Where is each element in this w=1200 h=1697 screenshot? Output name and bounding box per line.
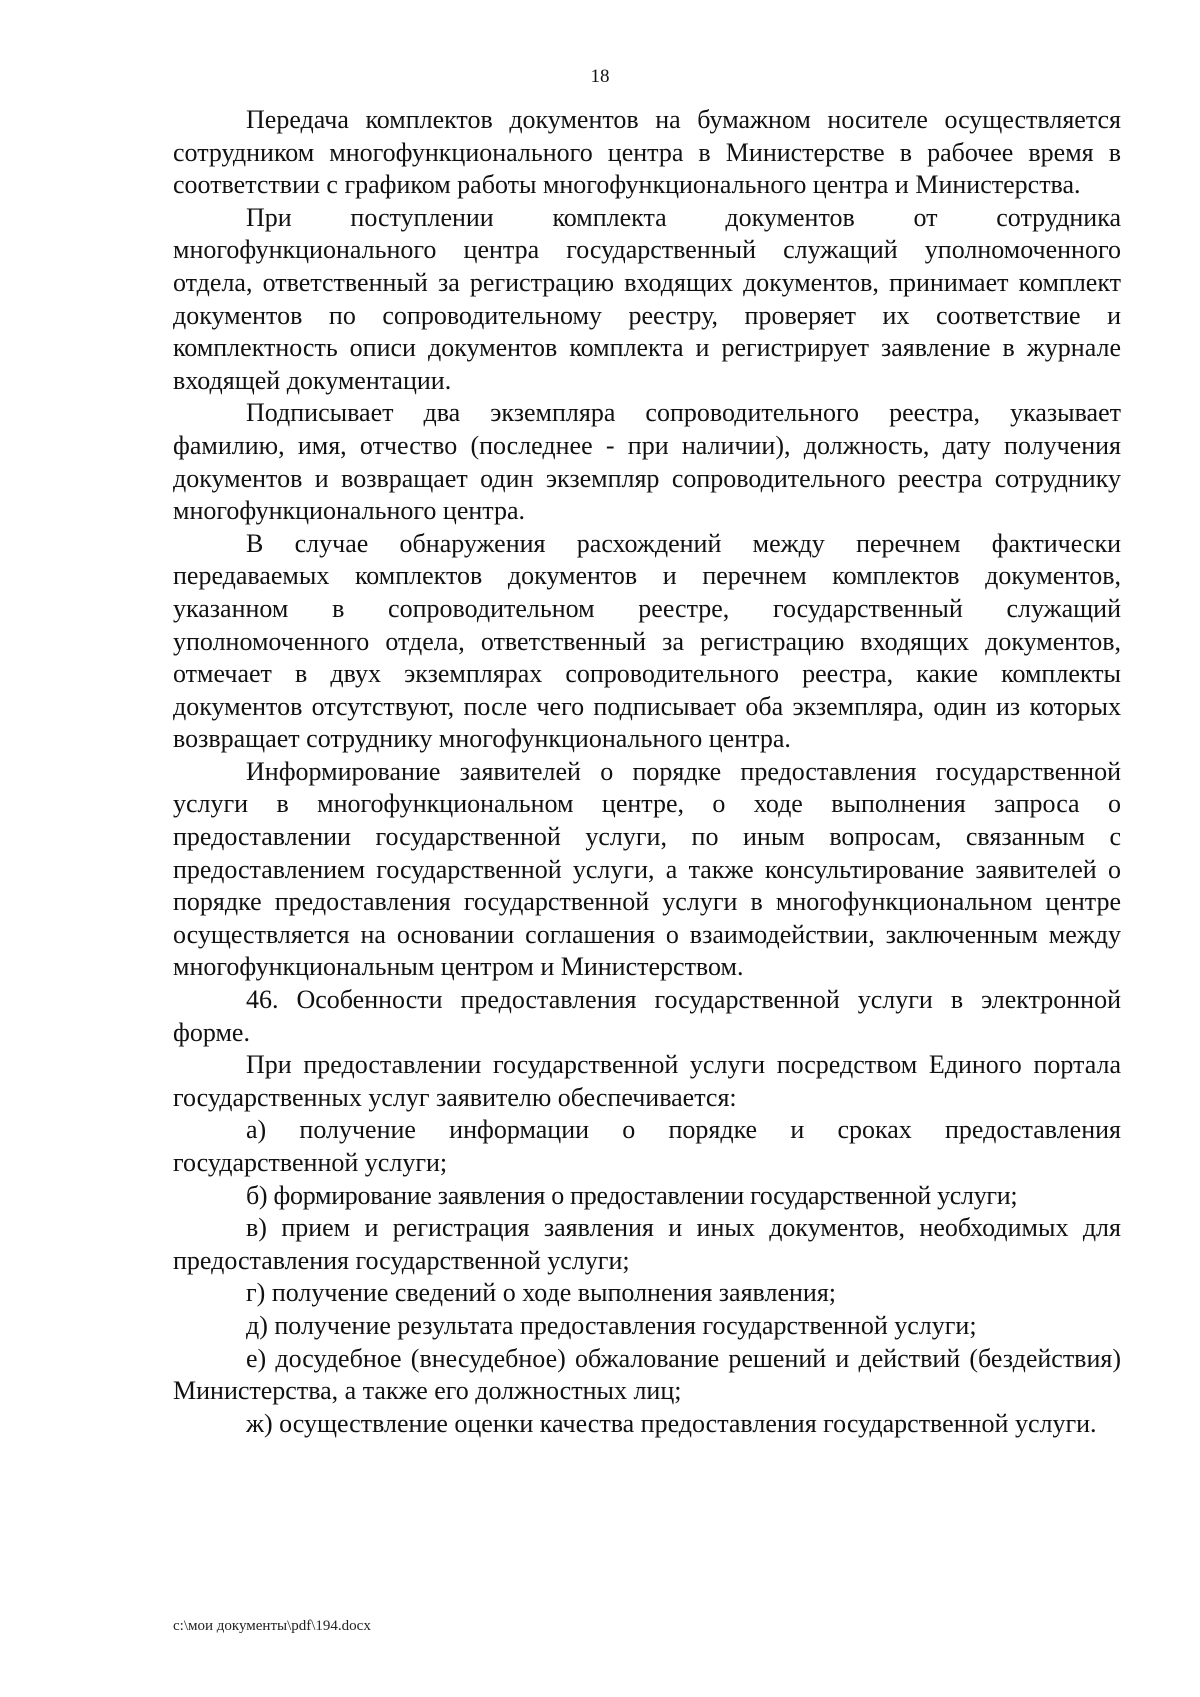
footer-file-path: c:\мои документы\pdf\194.docx (173, 1618, 371, 1634)
paragraph-signing-registry: Подписывает два экземпляра сопроводительного реестра, указывает фамилию, имя, отчество (последнее - при наличии), должность, дату получения документов и возвращает один экземпляр сопроводительного реестра сотруднику многофункционального центра. (173, 398, 1121, 526)
paragraph-informing-applicants: Информирование заявителей о порядке предоставления государственной услуги в многофункциональном центре, о ходе выполнения запроса о предоставлении государственной услуги, по иным вопросам, связанным с предоставлением государственной услуги, а также консультирование заявителей о порядке предоставления государственной услуги в многофункциональном центре осуществляется на основании соглашения о взаимодействии, заключенным между многофункциональным центром и Министерством. (173, 756, 1121, 982)
list-item-d: д) получение результата предоставления государственной услуги; (246, 1310, 977, 1340)
section-heading-46: 46. Особенности предоставления государственной услуги в электронной форме. (173, 985, 1121, 1047)
list-item-v: в) прием и регистрация заявления и иных документов, необходимых для предоставления государственной услуги; (173, 1213, 1121, 1275)
paragraph-discrepancies: В случае обнаружения расхождений между перечнем фактически передаваемых комплектов документов и перечнем комплектов документов, указанном в сопроводительном реестре, государственный служащий уполномоченного отдела, ответственный за регистрацию входящих документов, отмечает в двух экземплярах сопроводительного реестра, какие комплекты документов отсутствуют, после чего подписывает оба экземпляра, один из которых возвращает сотруднику многофункционального центра. (173, 528, 1121, 754)
list-item-zh: ж) осуществление оценки качества предоставления государственной услуги. (246, 1408, 1097, 1438)
page-number: 18 (590, 66, 610, 87)
paragraph-transfer-of-documents: Передача комплектов документов на бумажном носителе осуществляется сотрудником многофункционального центра в Министерстве в рабочее время в соответствии с графиком работы многофункционального центра и Министерства. (173, 105, 1121, 200)
list-item-e: е) досудебное (внесудебное) обжалование решений и действий (бездействия) Министерства, а также его должностных лиц; (173, 1343, 1121, 1406)
document-body (173, 104, 1121, 1440)
paragraph-receipt-of-documents: При поступлении комплекта документов от сотрудника многофункционального центра государственный служащий уполномоченного отдела, ответственный за регистрацию входящих документов, принимает комплект документов по сопроводительному реестру, проверяет их соответствие и комплектность описи документов комплекта и регистрирует заявление в журнале входящей документации. (173, 202, 1121, 395)
list-item-b: б) формирование заявления о предоставлении государственной услуги; (246, 1180, 1018, 1210)
list-item-a: а) получение информации о порядке и сроках предоставления государственной услуги; (173, 1115, 1121, 1177)
list-item-g: г) получение сведений о ходе выполнения заявления; (246, 1278, 837, 1308)
paragraph-portal-services: При предоставлении государственной услуги посредством Единого портала государственных услуг заявителю обеспечивается: (173, 1050, 1121, 1112)
